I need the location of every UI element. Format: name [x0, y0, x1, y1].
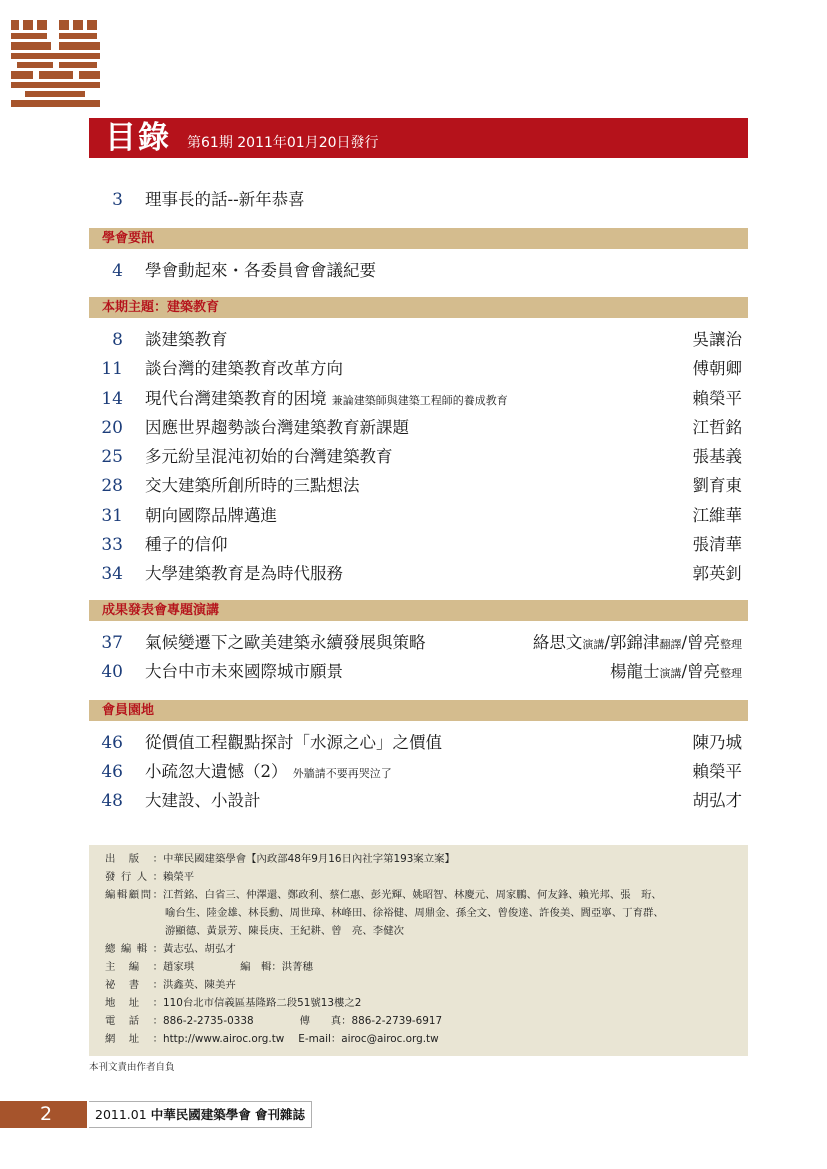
colophon-advisors	[105, 888, 662, 903]
colophon-publisher	[105, 852, 455, 867]
footer-page-number: 2	[40, 1103, 53, 1125]
issue-info: 第61期 2011年01月20日發行	[187, 135, 379, 151]
toc-row[interactable]	[89, 532, 748, 558]
article-author: 江哲銘	[692, 418, 742, 437]
section-label: 本期主題：建築教育	[102, 300, 220, 315]
article-author: 張清華	[692, 535, 742, 554]
colophon-value: 喻台生、陸金雄、林長勳、周世璋、林峰田、徐裕健、周鼎金、孫全文、曾俊達、許俊美、閻亞寧、丁育群、	[165, 907, 664, 919]
toc-header-bar	[89, 118, 748, 158]
colophon-value: 游顯德、黃景芳、陳長庚、王紀耕、曾 亮、李健次	[165, 925, 404, 937]
article-title: 朝向國際品牌邁進	[145, 506, 277, 525]
article-author: 江維華	[692, 506, 742, 525]
role-label: 演講	[659, 667, 682, 680]
article-author: 傅朝卿	[692, 359, 742, 378]
page-number: 4	[112, 261, 123, 281]
page-number: 25	[101, 447, 123, 467]
colophon-chief-editor	[105, 942, 236, 957]
page-number: 37	[101, 633, 123, 653]
article-title-main: 小疏忽大遺憾（2）	[145, 762, 288, 781]
colophon-value: 886-2-2739-6917	[351, 1015, 443, 1027]
society-logo	[11, 18, 102, 108]
page-number: 11	[101, 359, 123, 379]
colophon-label: 發行人：	[105, 871, 163, 883]
speaker-name: 絡思文	[532, 633, 583, 652]
article-title-main: 現代台灣建築教育的困境	[145, 389, 327, 408]
footer-publication	[89, 1101, 312, 1128]
role-label: 翻譯	[659, 638, 682, 651]
article-subtitle: 兼論建築師與建築工程師的養成教育	[331, 394, 508, 407]
section-label: 學會要訊	[102, 231, 155, 246]
editor-name: /曾亮	[681, 633, 720, 652]
colophon-value: 洪鑫英、陳美卉	[163, 979, 236, 991]
page-number: 33	[101, 535, 123, 555]
page-number: 48	[101, 791, 123, 811]
article-title: 氣候變遷下之歐美建築永續發展與策略	[145, 633, 426, 652]
page-number: 3	[112, 190, 123, 210]
article-title: 談台灣的建築教育改革方向	[145, 359, 343, 378]
colophon-web	[105, 1032, 439, 1047]
page-number: 46	[101, 762, 123, 782]
article-author: 賴榮平	[692, 389, 742, 408]
colophon-value: 江哲銘、白省三、仲澤還、鄭政利、蔡仁惠、彭光輝、姚昭智、林慶元、周家鵬、何友鋒、賴光邦、張 珩、	[163, 889, 662, 901]
article-author: 郭英釗	[692, 564, 742, 583]
article-title: 從價值工程觀點探討「水源之心」之價值	[145, 733, 442, 752]
colophon-label: 總編輯：	[105, 943, 163, 955]
article-author: 賴榮平	[692, 762, 742, 781]
colophon-value: 趙家琪	[163, 961, 195, 973]
section-label: 成果發表會專題演講	[102, 603, 220, 618]
page-number: 46	[101, 733, 123, 753]
colophon-label: 主編：	[105, 961, 163, 973]
article-subtitle: 外牆請不要再哭泣了	[292, 767, 392, 780]
role-label: 整理	[720, 638, 742, 651]
section-header	[89, 700, 748, 721]
section-label: 會員園地	[102, 703, 155, 718]
section-header	[89, 297, 748, 318]
section-header	[89, 600, 748, 621]
article-title: 多元紛呈混沌初始的台灣建築教育	[145, 447, 393, 466]
colophon-label: E-mail：	[298, 1033, 342, 1045]
article-title	[145, 386, 508, 414]
colophon-phone	[105, 1014, 442, 1029]
toc-row[interactable]	[89, 473, 748, 499]
colophon-label: 電話：	[105, 1015, 163, 1027]
article-author	[533, 630, 742, 658]
colophon-label: 傳 真：	[299, 1015, 352, 1027]
colophon-label: 編 輯：	[240, 961, 282, 973]
article-title: 因應世界趨勢談台灣建築教育新課題	[145, 418, 409, 437]
article-title: 大學建築教育是為時代服務	[145, 564, 343, 583]
article-title: 理事長的話--新年恭喜	[145, 190, 305, 209]
toc-row[interactable]	[89, 730, 748, 756]
colophon-box	[89, 845, 748, 1056]
toc-row[interactable]	[89, 503, 748, 529]
email-link[interactable]: airoc@airoc.org.tw	[341, 1033, 439, 1045]
page-number: 14	[101, 389, 123, 409]
toc-row[interactable]	[89, 327, 748, 353]
colophon-issuer	[105, 870, 194, 885]
article-title: 大台中市未來國際城市願景	[145, 662, 343, 681]
colophon-value: 洪菁穗	[281, 961, 313, 973]
page-number: 8	[112, 330, 123, 350]
colophon-label: 祕書：	[105, 979, 163, 991]
toc-row[interactable]	[89, 788, 748, 814]
disclaimer: 本刊文責由作者自負	[89, 1062, 175, 1073]
colophon-value: 賴榮平	[163, 871, 195, 883]
colophon-advisors-cont	[165, 924, 404, 939]
footer-page-bar	[0, 1101, 87, 1128]
colophon-label: 編輯顧問：	[105, 889, 163, 901]
page-number: 40	[101, 662, 123, 682]
article-title: 大建設、小設計	[145, 791, 261, 810]
colophon-advisors-cont	[165, 906, 664, 921]
toc-row[interactable]	[89, 258, 748, 284]
article-title: 談建築教育	[145, 330, 228, 349]
colophon-value: 黃志弘、胡弘才	[163, 943, 236, 955]
role-label: 演講	[582, 638, 605, 651]
page-title: 目錄	[105, 120, 171, 156]
toc-row[interactable]	[89, 187, 748, 213]
toc-row[interactable]	[89, 444, 748, 470]
footer-date: 2011.01	[95, 1107, 147, 1122]
colophon-value: 110台北市信義區基隆路二段51號13樓之2	[163, 997, 362, 1009]
toc-row[interactable]	[89, 415, 748, 441]
toc-row[interactable]	[89, 561, 748, 587]
footer-publication-name: 中華民國建築學會 會刊雜誌	[150, 1107, 306, 1122]
toc-row[interactable]	[89, 659, 748, 685]
article-title: 種子的信仰	[145, 535, 228, 554]
article-title: 交大建築所創所時的三點想法	[145, 476, 360, 495]
role-label: 整理	[720, 667, 742, 680]
colophon-label: 網址：	[105, 1033, 163, 1045]
page-number: 31	[101, 506, 123, 526]
colophon-address	[105, 996, 361, 1011]
colophon-editor	[105, 960, 313, 975]
toc-row[interactable]	[89, 386, 748, 412]
article-author: 胡弘才	[692, 791, 742, 810]
article-title: 學會動起來・各委員會會議紀要	[145, 261, 376, 280]
article-title	[145, 759, 392, 787]
toc-row[interactable]	[89, 356, 748, 382]
article-author: 陳乃城	[692, 733, 742, 752]
colophon-value: 886-2-2735-0338	[163, 1015, 254, 1027]
toc-row[interactable]	[89, 630, 748, 656]
speaker-name: 楊龍士	[609, 662, 660, 681]
article-author: 吳讓治	[692, 330, 742, 349]
article-author: 劉育東	[692, 476, 742, 495]
section-header	[89, 228, 748, 249]
article-author: 張基義	[692, 447, 742, 466]
page-number: 28	[101, 476, 123, 496]
colophon-value: 中華民國建築學會【內政部48年9月16日內社字第193案立案】	[163, 853, 455, 865]
article-author	[610, 659, 742, 687]
translator-name: /郭錦津	[604, 633, 660, 652]
colophon-secretary	[105, 978, 236, 993]
page-number: 20	[101, 418, 123, 438]
editor-name: /曾亮	[681, 662, 720, 681]
website-link[interactable]: http://www.airoc.org.tw	[163, 1033, 285, 1045]
colophon-label: 地址：	[105, 997, 163, 1009]
page-number: 34	[101, 564, 123, 584]
toc-row[interactable]	[89, 759, 748, 785]
colophon-label: 出版：	[105, 853, 163, 865]
